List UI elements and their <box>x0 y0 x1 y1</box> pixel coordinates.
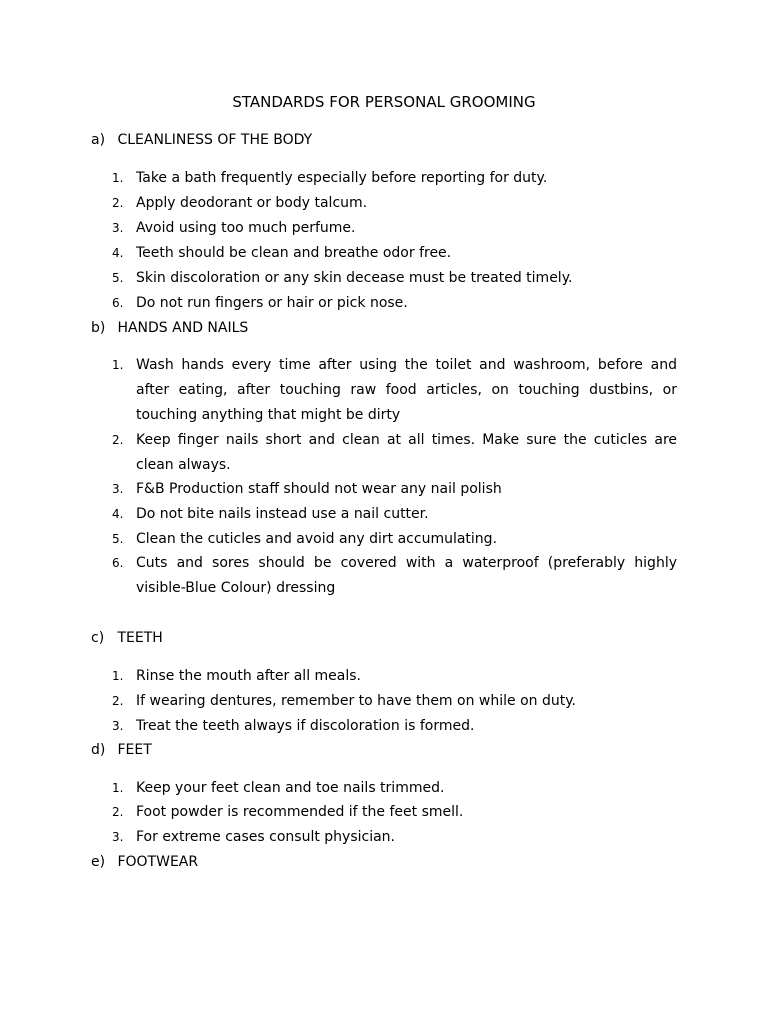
section-letter: a) <box>91 132 106 148</box>
list-number: 5. <box>112 271 124 285</box>
section-letter: e) <box>91 854 106 870</box>
list-number: 3. <box>112 221 124 235</box>
list-number: 4. <box>112 246 124 260</box>
section-heading-text: FOOTWEAR <box>117 854 199 870</box>
list-number: 1. <box>112 171 124 185</box>
list-text: Cuts and sores should be covered with a waterproof (preferably highly visible-Blue Colour) dressing <box>136 555 677 596</box>
list-text: Foot powder is recommended if the feet smell. <box>136 804 464 820</box>
list-text: Skin discoloration or any skin decease must be treated timely. <box>136 270 573 286</box>
list-number: 3. <box>112 482 124 496</box>
section-heading-hands-nails <box>91 318 248 338</box>
list-number: 1. <box>112 669 124 683</box>
list-number: 6. <box>112 556 124 570</box>
list-text: Treat the teeth always if discoloration is formed. <box>136 718 475 734</box>
list-text: Keep finger nails short and clean at all times. Make sure the cuticles are clean always. <box>136 432 677 473</box>
list-number: 3. <box>112 719 124 733</box>
list-number: 4. <box>112 507 124 521</box>
list-text: For extreme cases consult physician. <box>136 829 396 845</box>
list-text: Do not run fingers or hair or pick nose. <box>136 295 408 311</box>
section-heading-text: CLEANLINESS OF THE BODY <box>117 132 313 148</box>
list-number: 6. <box>112 296 124 310</box>
list-text: If wearing dentures, remember to have them on while on duty. <box>136 693 576 709</box>
section-letter: c) <box>91 630 105 646</box>
list-number: 1. <box>112 358 124 372</box>
list-text: F&B Production staff should not wear any nail polish <box>136 481 502 497</box>
section-heading-text: HANDS AND NAILS <box>117 320 249 336</box>
section-heading-footwear <box>91 852 198 872</box>
list-number: 5. <box>112 532 124 546</box>
list-text: Wash hands every time after using the toilet and washroom, before and after eating, after touching raw food articles, on touching dustbins, or touching anything that might be dirty <box>136 357 677 423</box>
list-text: Do not bite nails instead use a nail cutter. <box>136 506 429 522</box>
list-number: 1. <box>112 781 124 795</box>
list-text: Teeth should be clean and breathe odor free. <box>136 245 452 261</box>
section-letter: b) <box>91 320 106 336</box>
list-number: 3. <box>112 830 124 844</box>
section-heading-text: FEET <box>117 742 152 758</box>
list-text: Rinse the mouth after all meals. <box>136 668 362 684</box>
section-heading-feet <box>91 740 152 760</box>
section-heading-text: TEETH <box>117 630 163 646</box>
list-text: Keep your feet clean and toe nails trimmed. <box>136 780 445 796</box>
page-title: STANDARDS FOR PERSONAL GROOMING <box>232 93 536 111</box>
list-number: 2. <box>112 196 124 210</box>
list-text: Apply deodorant or body talcum. <box>136 195 368 211</box>
section-heading-cleanliness <box>91 130 312 150</box>
list-text: Avoid using too much perfume. <box>136 220 356 236</box>
list-number: 2. <box>112 694 124 708</box>
section-heading-teeth <box>91 628 163 648</box>
list-number: 2. <box>112 805 124 819</box>
list-number: 2. <box>112 433 124 447</box>
list-text: Clean the cuticles and avoid any dirt accumulating. <box>136 531 498 547</box>
list-text: Take a bath frequently especially before reporting for duty. <box>136 170 548 186</box>
section-letter: d) <box>91 742 106 758</box>
